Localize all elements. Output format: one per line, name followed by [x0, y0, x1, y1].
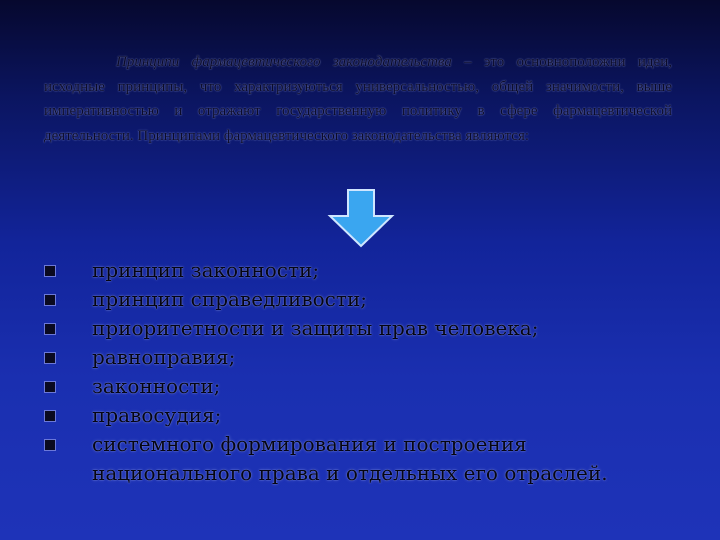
bullet-icon — [44, 323, 56, 335]
list-item-text: приоритетности и защиты прав человека; — [92, 316, 539, 340]
list-item — [44, 401, 674, 430]
intro-text: – это основноположни идеи, исходные принципы, что характризуються универсальностью, общей значимости, выше императивностью и отражают государственную политику в сфере фармацевтической деятельности. Принципами фармацевтического законодательства являются: — [44, 54, 672, 144]
list-item — [44, 343, 674, 372]
down-arrow-icon — [326, 188, 396, 248]
intro-lead: Принципи фармацевтического законодательства — [116, 54, 452, 70]
principles-list — [44, 256, 674, 488]
intro-paragraph — [44, 50, 672, 148]
bullet-icon — [44, 265, 56, 277]
list-item — [44, 430, 674, 488]
bullet-icon — [44, 381, 56, 393]
list-item — [44, 256, 674, 285]
list-item — [44, 285, 674, 314]
list-item-text: принцип законности; — [92, 258, 320, 282]
bullet-icon — [44, 352, 56, 364]
list-item-text: равноправия; — [92, 345, 236, 369]
bullet-icon — [44, 439, 56, 451]
arrow-shape — [330, 190, 392, 246]
list-item-text: законности; — [92, 374, 221, 398]
list-item-text: системного формирования и построения национального права и отдельных его отраслей. — [92, 432, 608, 485]
list-item — [44, 314, 674, 343]
bullet-icon — [44, 294, 56, 306]
list-item — [44, 372, 674, 401]
bullet-icon — [44, 410, 56, 422]
list-item-text: правосудия; — [92, 403, 222, 427]
list-item-text: принцип справедливости; — [92, 287, 368, 311]
